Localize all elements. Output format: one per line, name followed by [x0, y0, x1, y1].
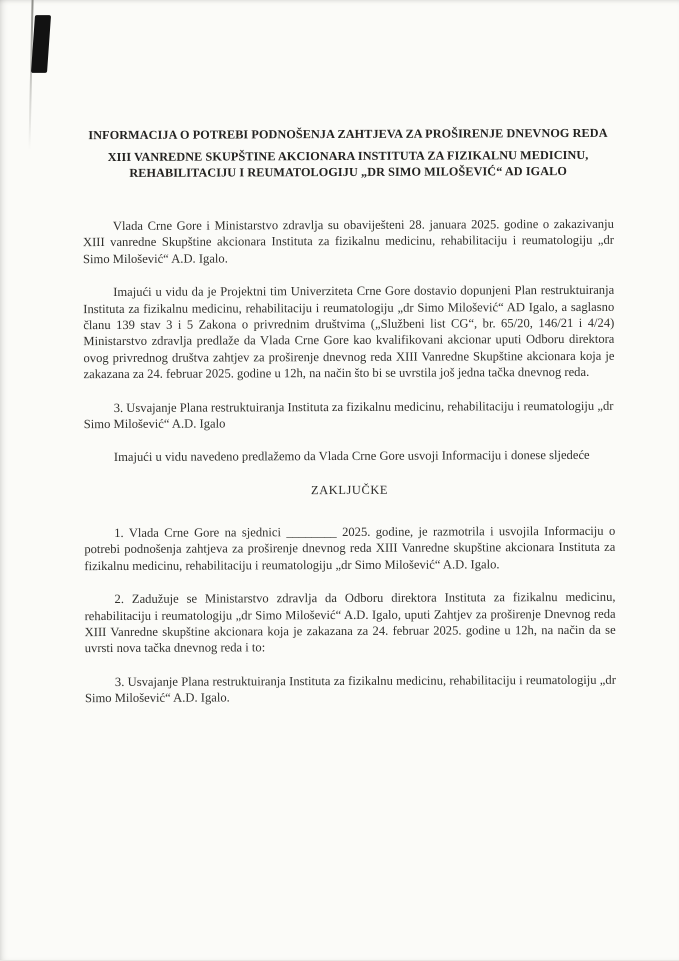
- paragraph-conclusion-1: 1. Vlada Crne Gore na sjednici ________ 2025. godine, je razmotrila i usvojila Informaciju o potrebi podnošenja zahtjeva za proširenje dnevnog reda XIII Vanredne skupštine akcionara Instituta za fizikalnu medicinu, rehabilitaciju i reumatologiju „dr Simo Milošević“ A.D. Igalo.: [84, 523, 616, 573]
- paragraph-conclusion-3: 3. Usvajanje Plana restruktuiranja Instituta za fizikalnu medicinu, rehabilitaciju i reumatologiju „dr Simo Milošević“ A.D. Igalo.: [84, 672, 616, 706]
- document-title-line-3: REHABILITACIJU I REUMATOLOGIJU „DR SIMO MILOŠEVIĆ“ AD IGALO: [129, 164, 567, 180]
- paragraph-proposal: Imajući u vidu da je Projektni tim Univerziteta Crne Gore dostavio dopunjeni Plan restruktuiranja Instituta za fizikalnu medicinu, rehabilitaciju i reumatologiju „dr Simo Milošević“ AD Igalo, a saglasno članu 139 stav 3 i 5 Zakona o privrednim društvima („Službeni list CG“, br. 65/20, 146/21 i 4/24) Ministarstvo zdravlja predlaže da Vlada Crne Gore kao kvalifikovani akcionar uputi Odboru direktora ovog privrednog društva zahtjev za proširenje dnevnog reda XIII Vanredne Skupštine akcionara koja je zakazana za 24. februar 2025. godine u 12h, na način što bi se uvrstila još jedna tačka dnevnog reda.: [83, 283, 615, 382]
- paragraph-lead-in: Imajući u vidu navedeno predlažemo da Vlada Crne Gore usvoji Informaciju i donese sljedeće: [113, 448, 590, 465]
- section-heading-zakljucke: ZAKLJUČKE: [311, 482, 389, 497]
- document-title: [82, 125, 613, 181]
- document-title-line-2: XIII VANREDNE SKUPŠTINE AKCIONARA INSTITUTA ZA FIZIKALNU MEDICINU,: [107, 147, 589, 165]
- paragraph-notification: Vlada Crne Gore i Ministarstvo zdravlja su obaviješteni 28. januara 2025. godine o zakazivanju XIII vanredne Skupštine akcionara Instituta za fizikalnu medicinu, rehabilitaciju i reumatologiju „dr Simo Milošević“ A.D. Igalo.: [82, 216, 614, 266]
- document-body: [83, 216, 616, 707]
- paragraph-agenda-item: 3. Usvajanje Plana restruktuiranja Instituta za fizikalnu medicinu, rehabilitaciju i reumatologiju „dr Simo Milošević“ A.D. Igalo: [83, 398, 614, 432]
- document-title-line-1: INFORMACIJA O POTREBI PODNOŠENJA ZAHTJEVA ZA PROŠIRENJE DNEVNOG REDA: [88, 125, 608, 143]
- document-content: [82, 125, 616, 724]
- paragraph-conclusion-2: 2. Zadužuje se Ministarstvo zdravlja da Odboru direktora Instituta za fizikalnu medicinu, rehabilitaciju i reumatologiju „dr Simo Milošević“ A.D. Igalo, uputi Zahtjev za proširenje Dnevnog reda XIII Vanredne skupštine akcionara koja je zakazana za 24. februar 2025. godine u 12h, na način da se uvrsti nova tačka dnevnog reda i to:: [84, 589, 616, 656]
